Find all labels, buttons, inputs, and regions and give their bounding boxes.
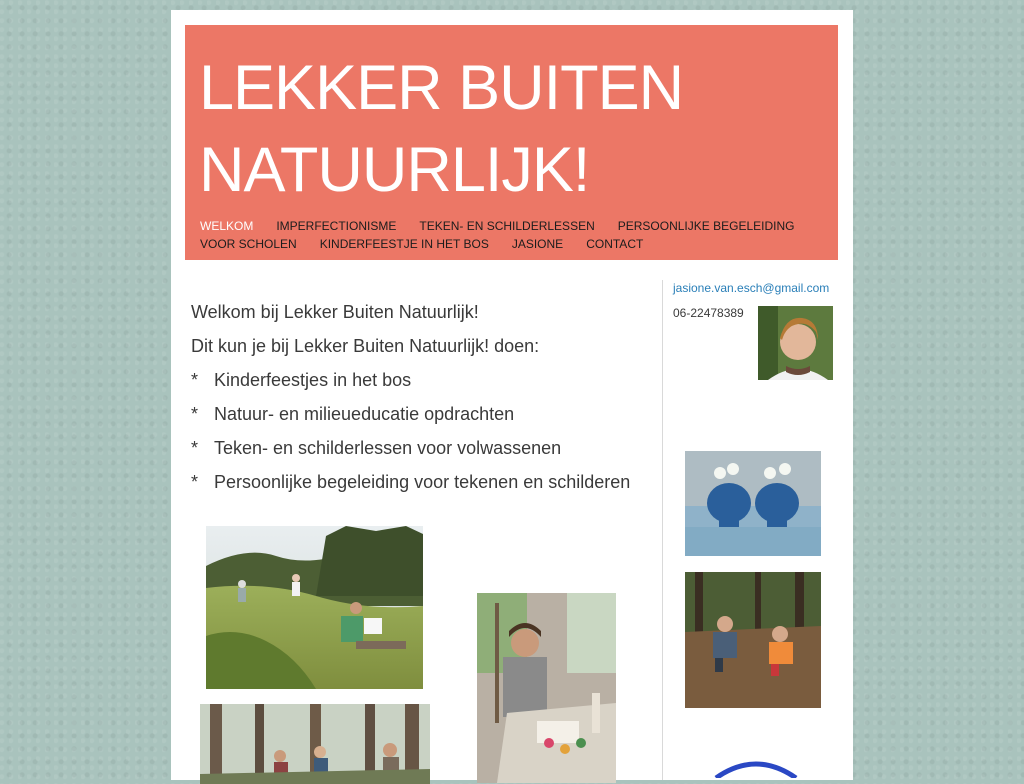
main-navigation [200, 217, 830, 253]
nav-row-1 [200, 217, 830, 235]
list-item: * Persoonlijke begeleiding voor tekenen en schilderen [191, 472, 631, 492]
photo-meadow[interactable] [206, 526, 423, 689]
nav-item-teken-en-schilderlessen[interactable]: TEKEN- EN SCHILDERLESSEN [419, 219, 595, 233]
nav-item-voor-scholen[interactable]: VOOR SCHOLEN [200, 237, 297, 251]
page-container [171, 10, 853, 780]
photo-kids-forest[interactable] [685, 572, 821, 708]
list-item: * Natuur- en milieueducatie opdrachten [191, 404, 515, 424]
contact-email-link[interactable]: jasione.van.esch@gmail.com [673, 281, 830, 295]
nav-item-jasione[interactable]: JASIONE [511, 237, 564, 251]
photo-portrait[interactable] [758, 306, 833, 380]
nav-item-persoonlijke-begeleiding[interactable]: PERSOONLIJKE BEGELEIDING [617, 219, 795, 233]
nav-item-imperfectionisme[interactable]: IMPERFECTIONISME [276, 219, 397, 233]
welcome-heading: Welkom bij Lekker Buiten Natuurlijk! [191, 302, 479, 322]
photo-vases-painting[interactable] [685, 451, 821, 562]
logo-circle [711, 758, 801, 778]
list-item: * Teken- en schilderlessen voor volwassenen [191, 438, 562, 458]
site-title-line2[interactable]: NATUURLIJK! [199, 135, 590, 205]
site-header [185, 25, 838, 260]
site-title[interactable] [199, 47, 683, 211]
main-content [191, 295, 661, 499]
intro-text: Dit kun je bij Lekker Buiten Natuurlijk! doen: [191, 336, 540, 356]
photo-forest-group[interactable] [200, 704, 430, 784]
nav-item-contact[interactable]: CONTACT [586, 237, 644, 251]
site-title-line1[interactable]: LEKKER BUITEN [199, 53, 684, 123]
contact-phone: 06-22478389 [673, 306, 744, 320]
nav-item-kinderfeestje[interactable]: KINDERFEESTJE IN HET BOS [319, 237, 489, 251]
nav-item-welkom[interactable]: WELKOM [200, 219, 254, 233]
sidebar-divider [662, 280, 663, 780]
photo-painting-class[interactable] [477, 593, 616, 783]
nav-row-2 [200, 235, 830, 253]
list-item: * Kinderfeestjes in het bos [191, 370, 412, 390]
